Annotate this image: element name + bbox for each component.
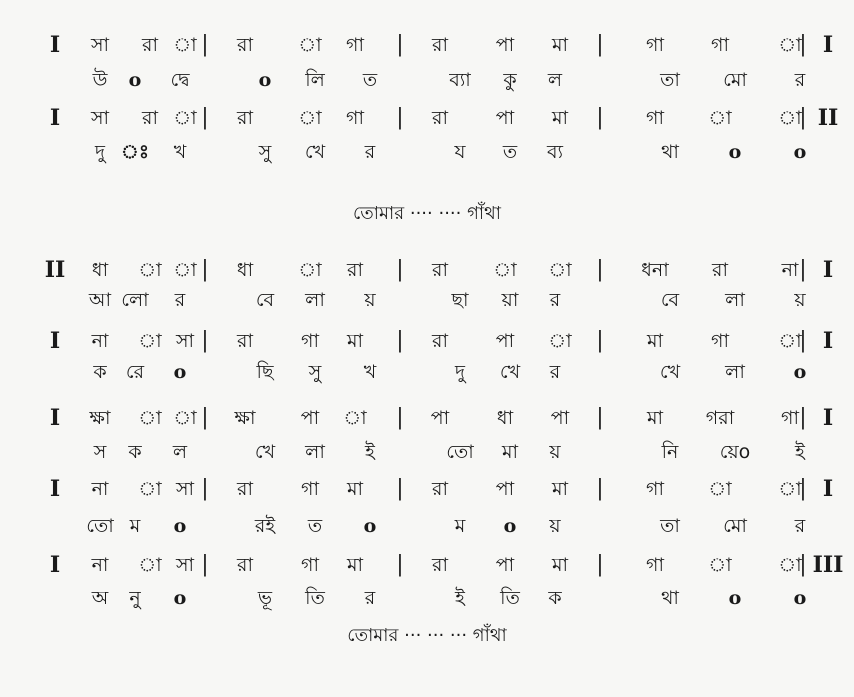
lyric-syllable: য় bbox=[549, 515, 561, 537]
swara-note: মা bbox=[346, 478, 364, 500]
lyric-syllable: নু bbox=[129, 587, 141, 609]
lyric-syllable: তা bbox=[660, 69, 680, 91]
swara-note: া bbox=[138, 554, 162, 576]
barline: | bbox=[201, 257, 209, 282]
lyric-syllable: ই bbox=[795, 441, 805, 463]
lyric-syllable: রই bbox=[254, 515, 276, 537]
lyric-syllable: য়েo bbox=[719, 441, 751, 463]
lyric-syllable: তা bbox=[660, 515, 680, 537]
swara-note: গা bbox=[646, 107, 664, 129]
lyric-syllable: তি bbox=[500, 587, 520, 609]
swara-note: া bbox=[173, 107, 197, 129]
swara-note: গা bbox=[301, 330, 319, 352]
swara-note: া bbox=[138, 330, 162, 352]
swara-note: না bbox=[91, 554, 109, 576]
barline: | bbox=[201, 405, 209, 430]
swara-note: রা bbox=[347, 259, 363, 281]
swara-note: সা bbox=[90, 107, 110, 129]
lyric-row bbox=[0, 511, 854, 541]
lyric-syllable: ভূ bbox=[257, 587, 273, 609]
barline: | bbox=[799, 476, 807, 501]
barline: | bbox=[596, 405, 604, 430]
swara-row bbox=[0, 326, 854, 356]
lyric-syllable: লা bbox=[725, 289, 745, 311]
swara-note: মা bbox=[346, 330, 364, 352]
lyric-syllable: র bbox=[549, 361, 561, 383]
barline: | bbox=[396, 552, 404, 577]
barline: | bbox=[201, 328, 209, 353]
barline: | bbox=[596, 32, 604, 57]
swara-note: ধনা bbox=[641, 259, 669, 281]
swara-note: া bbox=[173, 407, 197, 429]
barline: | bbox=[396, 105, 404, 130]
barline: | bbox=[396, 405, 404, 430]
swara-note: া bbox=[298, 259, 322, 281]
swara-note: রা bbox=[432, 34, 448, 56]
lyric-syllable: র bbox=[549, 289, 561, 311]
lyric-syllable: ত bbox=[362, 69, 378, 91]
barline: | bbox=[799, 552, 807, 577]
lyric-syllable: o bbox=[503, 515, 517, 537]
swara-note: া bbox=[173, 259, 197, 281]
swara-note: া bbox=[343, 407, 367, 429]
swara-note: পা bbox=[300, 407, 320, 429]
open-barline: I bbox=[49, 328, 61, 354]
swara-note: মা bbox=[646, 407, 664, 429]
swara-note: গা bbox=[646, 554, 664, 576]
lyric-syllable: মো bbox=[723, 515, 747, 537]
lyric-syllable: ল bbox=[172, 441, 188, 463]
swara-note: সা bbox=[175, 478, 195, 500]
swara-note: া bbox=[548, 259, 572, 281]
swara-note: া bbox=[173, 34, 197, 56]
lyric-syllable: ছি bbox=[256, 361, 274, 383]
swara-note: ধা bbox=[496, 407, 514, 429]
lyric-syllable: মা bbox=[501, 441, 519, 463]
open-barline: I bbox=[49, 552, 61, 578]
swara-note: পা bbox=[495, 34, 515, 56]
swara-note: না bbox=[91, 478, 109, 500]
lyric-syllable: খে bbox=[304, 141, 326, 163]
lyric-syllable: রে bbox=[125, 361, 145, 383]
lyric-syllable: o bbox=[793, 141, 807, 163]
refrain-caption: তোমার ···· ···· গাঁথা bbox=[353, 203, 501, 224]
swara-note: মা bbox=[551, 107, 569, 129]
swara-note: ক্ষা bbox=[234, 407, 256, 429]
open-barline: I bbox=[49, 32, 61, 58]
lyric-row bbox=[0, 583, 854, 613]
swara-note: া bbox=[708, 478, 732, 500]
lyric-syllable: খে bbox=[659, 361, 681, 383]
lyric-syllable: ক bbox=[548, 587, 562, 609]
barline: | bbox=[596, 105, 604, 130]
swara-note: া bbox=[298, 107, 322, 129]
swara-note: া bbox=[708, 554, 732, 576]
swara-note: ধা bbox=[236, 259, 254, 281]
close-barline: I bbox=[822, 405, 834, 431]
swara-note: রা bbox=[432, 478, 448, 500]
lyric-syllable: র bbox=[364, 587, 376, 609]
lyric-syllable: বে bbox=[660, 289, 680, 311]
lyric-syllable: দ্বে bbox=[170, 69, 190, 91]
lyric-syllable: o bbox=[363, 515, 377, 537]
lyric-syllable: o bbox=[128, 69, 142, 91]
open-barline: II bbox=[44, 257, 66, 283]
swara-row bbox=[0, 255, 854, 285]
swara-note: গা bbox=[646, 34, 664, 56]
swara-note: া bbox=[138, 259, 162, 281]
lyric-syllable: থা bbox=[661, 141, 679, 163]
lyric-syllable: ম bbox=[454, 515, 466, 537]
lyric-syllable: লা bbox=[305, 441, 325, 463]
close-barline: I bbox=[822, 257, 834, 283]
barline: | bbox=[799, 257, 807, 282]
lyric-syllable: অ bbox=[91, 587, 109, 609]
swara-note: না bbox=[91, 330, 109, 352]
swara-note: গা bbox=[646, 478, 664, 500]
swara-note: মা bbox=[551, 478, 569, 500]
barline: | bbox=[396, 328, 404, 353]
lyric-syllable: খে bbox=[254, 441, 276, 463]
swara-note: পা bbox=[550, 407, 570, 429]
close-barline: II bbox=[817, 105, 839, 131]
lyric-syllable: য় bbox=[794, 289, 806, 311]
lyric-syllable: থা bbox=[661, 587, 679, 609]
barline: | bbox=[201, 476, 209, 501]
swara-note: রা bbox=[432, 107, 448, 129]
barline: | bbox=[596, 328, 604, 353]
lyric-syllable: খ bbox=[173, 141, 187, 163]
open-barline: I bbox=[49, 105, 61, 131]
swara-note: মা bbox=[551, 34, 569, 56]
lyric-syllable: র bbox=[794, 69, 806, 91]
swara-row bbox=[0, 30, 854, 60]
lyric-row bbox=[0, 65, 854, 95]
lyric-syllable: সু bbox=[308, 361, 322, 383]
swara-note: রা bbox=[432, 259, 448, 281]
lyric-syllable: খ bbox=[363, 361, 377, 383]
barline: | bbox=[799, 105, 807, 130]
lyric-syllable: ই bbox=[455, 587, 465, 609]
lyric-syllable: দু bbox=[95, 141, 105, 163]
lyric-row bbox=[0, 285, 854, 315]
barline: | bbox=[799, 328, 807, 353]
swara-note: পা bbox=[430, 407, 450, 429]
lyric-syllable: মো bbox=[723, 69, 747, 91]
lyric-syllable: ব্য bbox=[546, 141, 564, 163]
swara-note: সা bbox=[90, 34, 110, 56]
lyric-syllable: স bbox=[93, 441, 107, 463]
swara-note: গা bbox=[711, 34, 729, 56]
lyric-syllable: তো bbox=[86, 515, 114, 537]
barline: | bbox=[201, 105, 209, 130]
lyric-syllable: র bbox=[794, 515, 806, 537]
lyric-syllable: য়া bbox=[501, 289, 519, 311]
lyric-syllable: য bbox=[454, 141, 466, 163]
swara-row bbox=[0, 103, 854, 133]
lyric-syllable: ব্যা bbox=[449, 69, 471, 91]
lyric-syllable: দু bbox=[455, 361, 465, 383]
lyric-syllable: ছা bbox=[451, 289, 469, 311]
lyric-syllable: o bbox=[793, 361, 807, 383]
swara-note: া bbox=[138, 407, 162, 429]
swara-note: গা bbox=[301, 478, 319, 500]
swara-note: া bbox=[493, 259, 517, 281]
open-barline: I bbox=[49, 405, 61, 431]
lyric-syllable: ক bbox=[93, 361, 107, 383]
swara-note: সা bbox=[175, 554, 195, 576]
swara-note: ক্ষা bbox=[89, 407, 111, 429]
swara-note: মা bbox=[646, 330, 664, 352]
lyric-syllable: o bbox=[173, 515, 187, 537]
close-barline: I bbox=[822, 328, 834, 354]
lyric-syllable: র bbox=[174, 289, 186, 311]
barline: | bbox=[596, 257, 604, 282]
lyric-syllable: ঃ bbox=[121, 141, 149, 163]
swara-note: মা bbox=[551, 554, 569, 576]
swara-note: া bbox=[778, 107, 802, 129]
swara-note: রা bbox=[432, 330, 448, 352]
lyric-syllable: লা bbox=[725, 361, 745, 383]
barline: | bbox=[396, 476, 404, 501]
swara-note: রা bbox=[237, 478, 253, 500]
swara-note: পা bbox=[495, 554, 515, 576]
lyric-syllable: সু bbox=[258, 141, 272, 163]
refrain-caption: তোমার ··· ··· ··· গাঁথা bbox=[347, 625, 507, 646]
lyric-syllable: র bbox=[364, 141, 376, 163]
swara-note: মা bbox=[346, 554, 364, 576]
swara-note: া bbox=[778, 330, 802, 352]
lyric-syllable: o bbox=[173, 361, 187, 383]
swara-note: ধা bbox=[91, 259, 109, 281]
swara-row bbox=[0, 403, 854, 433]
lyric-syllable: ল bbox=[547, 69, 563, 91]
close-barline: I bbox=[822, 476, 834, 502]
swara-note: গা bbox=[301, 554, 319, 576]
swara-note: া bbox=[298, 34, 322, 56]
swara-note: না bbox=[781, 259, 799, 281]
lyric-syllable: ত bbox=[502, 141, 518, 163]
swara-note: রা bbox=[712, 259, 728, 281]
swara-note: সা bbox=[175, 330, 195, 352]
swara-note: গরা bbox=[705, 407, 735, 429]
barline: | bbox=[799, 32, 807, 57]
swara-note: রা bbox=[432, 554, 448, 576]
swara-note: া bbox=[778, 34, 802, 56]
barline: | bbox=[396, 257, 404, 282]
swara-note: রা bbox=[237, 330, 253, 352]
barline: | bbox=[799, 405, 807, 430]
close-barline: I bbox=[822, 32, 834, 58]
lyric-syllable: o bbox=[793, 587, 807, 609]
swara-note: রা bbox=[142, 34, 158, 56]
lyric-syllable: কু bbox=[503, 69, 517, 91]
barline: | bbox=[596, 476, 604, 501]
swara-note: া bbox=[708, 107, 732, 129]
swara-note: পা bbox=[495, 478, 515, 500]
lyric-syllable: য় bbox=[364, 289, 376, 311]
swara-note: পা bbox=[495, 330, 515, 352]
lyric-syllable: তি bbox=[305, 587, 325, 609]
barline: | bbox=[596, 552, 604, 577]
lyric-syllable: নি bbox=[661, 441, 679, 463]
lyric-syllable: ত bbox=[307, 515, 323, 537]
swara-row bbox=[0, 550, 854, 580]
lyric-syllable: খে bbox=[499, 361, 521, 383]
lyric-syllable: য় bbox=[549, 441, 561, 463]
open-barline: I bbox=[49, 476, 61, 502]
lyric-syllable: উ bbox=[92, 69, 108, 91]
swara-note: া bbox=[138, 478, 162, 500]
swara-note: রা bbox=[237, 554, 253, 576]
swara-note: া bbox=[548, 330, 572, 352]
swara-note: গা bbox=[346, 107, 364, 129]
swara-note: রা bbox=[142, 107, 158, 129]
swara-note: গা bbox=[346, 34, 364, 56]
lyric-syllable: লি bbox=[305, 69, 325, 91]
lyric-syllable: ই bbox=[365, 441, 375, 463]
swara-note: পা bbox=[495, 107, 515, 129]
lyric-syllable: ম bbox=[129, 515, 141, 537]
lyric-row bbox=[0, 357, 854, 387]
swara-note: া bbox=[778, 478, 802, 500]
swara-note: গা bbox=[781, 407, 799, 429]
swara-note: া bbox=[778, 554, 802, 576]
lyric-syllable: ক bbox=[128, 441, 142, 463]
lyric-syllable: তো bbox=[446, 441, 474, 463]
lyric-syllable: o bbox=[258, 69, 272, 91]
barline: | bbox=[201, 552, 209, 577]
lyric-syllable: o bbox=[173, 587, 187, 609]
swara-row bbox=[0, 474, 854, 504]
lyric-syllable: o bbox=[728, 141, 742, 163]
swara-note: গা bbox=[711, 330, 729, 352]
lyric-row bbox=[0, 137, 854, 167]
lyric-syllable: লা bbox=[305, 289, 325, 311]
swara-note: রা bbox=[237, 107, 253, 129]
barline: | bbox=[396, 32, 404, 57]
lyric-row bbox=[0, 437, 854, 467]
close-barline: III bbox=[812, 552, 844, 578]
swara-note: রা bbox=[237, 34, 253, 56]
lyric-syllable: আ bbox=[88, 289, 112, 311]
lyric-syllable: লো bbox=[121, 289, 149, 311]
barline: | bbox=[201, 32, 209, 57]
lyric-syllable: বে bbox=[255, 289, 275, 311]
lyric-syllable: o bbox=[728, 587, 742, 609]
